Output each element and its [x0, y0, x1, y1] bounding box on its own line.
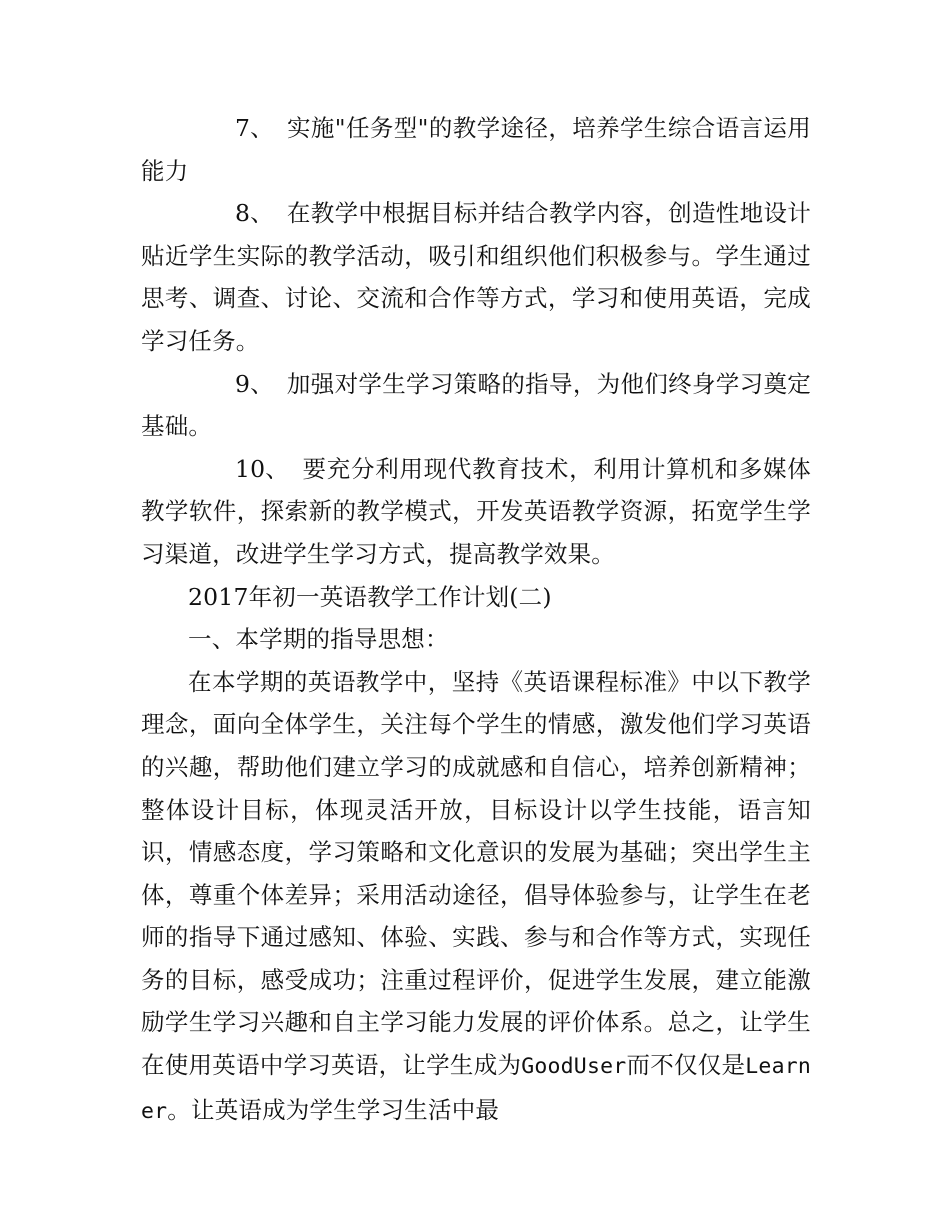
list-item-number: 9、 [235, 369, 274, 398]
body-paragraph [141, 661, 811, 1134]
body-text-part-1: 在本学期的英语教学中，坚持《英语课程标准》中以下教学理念，面向全体学生，关注每个学生的情感，激发他们学习英语的兴趣，帮助他们建立学习的成就感和自信心，培养创新精神；整体设计目标，体现灵活开放，目标设计以学生技能，语言知识，情感态度，学习策略和文化意识的发展为基础；突出学生主体，尊重个体差异；采用活动途径，倡导体验参与，让学生在老师的指导下通过感知、体验、实践、参与和合作等方式，实现任务的目标，感受成功；注重过程评价，促进学生发展，建立能激励学生学习兴趣和自主学习能力发展的评价体系。总之，让学生在使用英语中学习英语，让学生成为 [141, 667, 811, 1080]
body-text-part-3: 。让英语成为学生学习生活中最 [167, 1095, 500, 1124]
list-item-text: 在教学中根据目标并结合教学内容，创造性地设计贴近学生实际的教学活动，吸引和组织他们积极参与。学生通过思考、调查、讨论、交流和合作等方式，学习和使用英语，完成学习任务。 [141, 199, 811, 355]
list-item-text: 加强对学生学习策略的指导，为他们终身学习奠定基础。 [141, 369, 811, 441]
body-text-part-2: 而不仅仅是 [626, 1051, 746, 1080]
list-item-text: 要充分利用现代教育技术，利用计算机和多媒体教学软件，探索新的教学模式，开发英语教学资源，拓宽学生学习渠道，改进学生学习方式，提高教学效果。 [141, 454, 811, 568]
section-heading: 一、本学期的指导思想： [188, 625, 449, 654]
list-item-7 [141, 107, 811, 192]
list-item-9 [141, 363, 811, 448]
plan-title: 2017年初一英语教学工作计划(二) [188, 582, 552, 611]
list-item-10 [141, 448, 811, 576]
list-item-number: 8、 [235, 199, 274, 228]
term-learner: Learner [141, 1054, 812, 1124]
list-item-number: 10、 [235, 454, 290, 483]
list-item-number: 7、 [235, 114, 274, 142]
document-body [141, 107, 811, 1133]
term-gooduser: GoodUser [521, 1054, 627, 1080]
list-item-text: 实施"任务型"的教学途径，培养学生综合语言运用能力 [141, 114, 811, 185]
list-item-8 [141, 192, 811, 362]
